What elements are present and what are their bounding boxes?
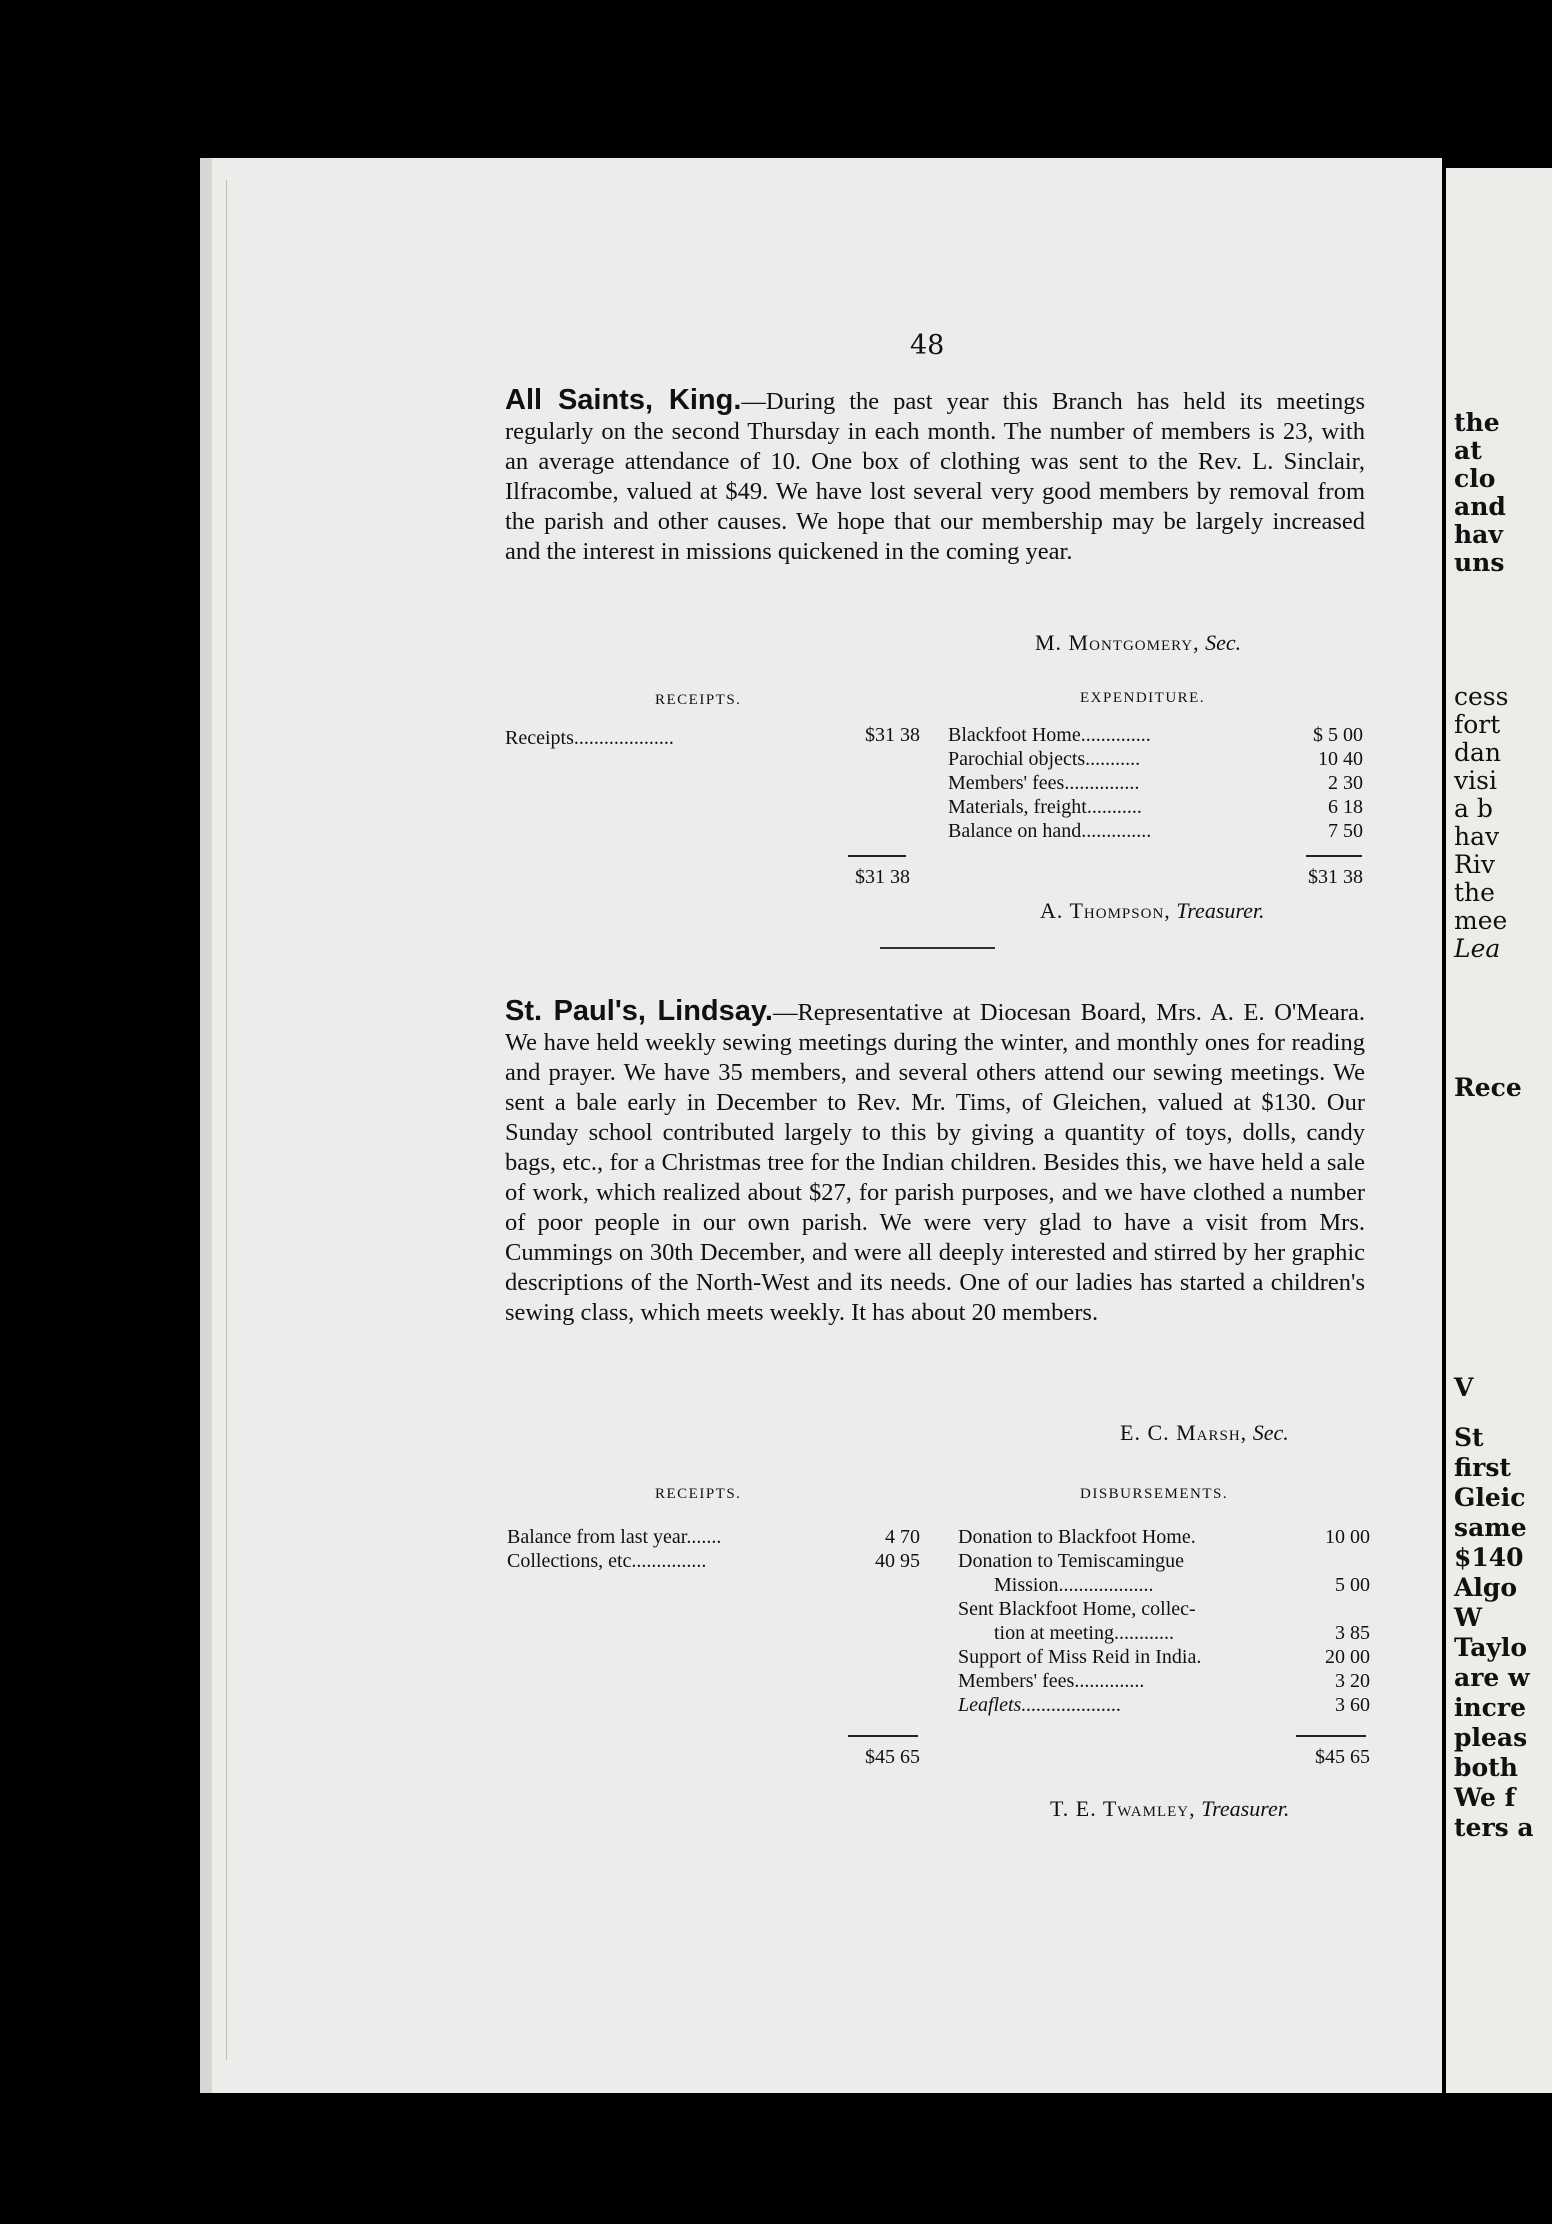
- treasurer-signature: [1050, 1796, 1289, 1822]
- treasurer-name: T. E. Twamley,: [1050, 1796, 1196, 1821]
- section-st-pauls-paragraph: [505, 996, 1365, 1328]
- ledger-row-amount: 10 40: [1318, 748, 1363, 770]
- section-heading: All Saints, King.: [505, 384, 742, 416]
- adjacent-page-text: cess: [1454, 682, 1509, 711]
- adjacent-page-text: dan: [1454, 738, 1502, 767]
- adjacent-page-text: We f: [1454, 1783, 1516, 1812]
- ledger-row-amount: 3 60: [1335, 1694, 1370, 1716]
- ledger-row-label: Members' fees...............: [948, 772, 1140, 794]
- section-heading: St. Paul's, Lindsay.: [505, 995, 773, 1027]
- adjacent-page-text: clo: [1454, 464, 1496, 493]
- adjacent-page-text: V: [1454, 1373, 1474, 1402]
- adjacent-page-fragment: [1446, 168, 1552, 2093]
- adjacent-page-text: Algo: [1454, 1573, 1518, 1602]
- ledger-row-label: Collections, etc...............: [507, 1550, 707, 1572]
- ledger-row-label: Members' fees..............: [958, 1670, 1145, 1692]
- page-number: 48: [910, 330, 945, 361]
- adjacent-page-text: both: [1454, 1753, 1518, 1782]
- treasurer-name: A. Thompson,: [1040, 898, 1171, 923]
- total-rule-left: [848, 1735, 918, 1737]
- adjacent-page-text: hav: [1454, 822, 1500, 851]
- adjacent-page-text: are w: [1454, 1663, 1530, 1692]
- secretary-signature: [1035, 630, 1241, 656]
- ledger-row-label: Mission...................: [994, 1574, 1154, 1596]
- ledger-row-label: Leaflets....................: [958, 1694, 1122, 1716]
- adjacent-page-text: Taylo: [1454, 1633, 1528, 1662]
- ledger-row-amount: 40 95: [875, 1550, 920, 1572]
- ledger-row-amount: 3 20: [1335, 1670, 1370, 1692]
- secretary-title: Sec.: [1205, 630, 1242, 655]
- secretary-name: E. C. Marsh,: [1120, 1420, 1248, 1445]
- receipts-header: RECEIPTS.: [655, 692, 742, 708]
- secretary-title: Sec.: [1252, 1420, 1289, 1445]
- ledger-row-amount: 7 50: [1328, 820, 1363, 842]
- receipt-amount: $31 38: [865, 724, 920, 746]
- ledger-row-label: Donation to Temiscamingue: [958, 1550, 1184, 1572]
- ledger-row-amount: 4 70: [885, 1526, 920, 1548]
- section-separator: [880, 947, 995, 949]
- ledger-row-label: tion at meeting............: [994, 1622, 1174, 1644]
- ledger-row-amount: 6 18: [1328, 796, 1363, 818]
- total-rule-right: [1306, 855, 1362, 857]
- ledger-row-label: Balance on hand..............: [948, 820, 1152, 842]
- treasurer-title: Treasurer.: [1176, 898, 1265, 923]
- adjacent-page-text: a b: [1454, 794, 1493, 823]
- ledger-row-amount: 5 00: [1335, 1574, 1370, 1596]
- adjacent-page-text: the: [1454, 878, 1495, 907]
- disbursements-header: DISBURSEMENTS.: [1080, 1486, 1229, 1502]
- receipts-header: RECEIPTS.: [655, 1486, 742, 1502]
- total-right: $45 65: [1315, 1746, 1370, 1768]
- adjacent-page-text: Lea: [1454, 934, 1501, 963]
- section-body: —During the past year this Branch has held its meetings regularly on the second Thursday in each month. The number of members is 23, with an average attendance of 10. One box of clothing was sent to the Rev. L. Sinclair, Ilfracombe, valued at $49. We have lost several very good members by removal from the parish and other causes. We hope that our membership may be largely increased and the interest in missions quickened in the coming year.: [505, 388, 1365, 565]
- ledger-row-amount: $ 5 00: [1313, 724, 1363, 746]
- page-gutter-line: [226, 180, 227, 2060]
- secretary-name: M. Montgomery,: [1035, 630, 1200, 655]
- ledger-row-amount: 2 30: [1328, 772, 1363, 794]
- adjacent-page-text: St: [1454, 1423, 1484, 1452]
- ledger-row-label: Parochial objects...........: [948, 748, 1141, 770]
- adjacent-page-text: fort: [1454, 710, 1501, 739]
- section-body: —Representative at Diocesan Board, Mrs. A. E. O'Meara. We have held weekly sewing meetings during the winter, and monthly ones for reading and prayer. We have 35 members, and several others attend our sewing meetings. We sent a bale early in December to Rev. Mr. Tims, of Gleichen, valued at $130. Our Sunday school contributed largely to this by giving a quantity of toys, dolls, candy bags, etc., for a Christmas tree for the Indian children. Besides this, we have held a sale of work, which realized about $27, for parish purposes, and we have clothed a number of poor people in our own parish. We were very glad to have a visit from Mrs. Cummings on 30th December, and were all deeply interested and stirred by her graphic descriptions of the North-West and its needs. One of our ladies has started a children's sewing class, which meets weekly. It has about 20 members.: [505, 999, 1365, 1326]
- adjacent-page-text: same: [1454, 1513, 1527, 1542]
- adjacent-page-text: visi: [1454, 766, 1497, 795]
- adjacent-page-text: uns: [1454, 548, 1505, 577]
- ledger-row-label: Balance from last year.......: [507, 1526, 722, 1548]
- adjacent-page-text: hav: [1454, 520, 1503, 549]
- adjacent-page-text: the: [1454, 408, 1500, 437]
- adjacent-page-text: Riv: [1454, 850, 1495, 879]
- adjacent-page-text: ters a: [1454, 1813, 1534, 1842]
- adjacent-page-text: incre: [1454, 1693, 1526, 1722]
- secretary-signature: [1120, 1420, 1289, 1446]
- ledger-row-label: Blackfoot Home..............: [948, 724, 1151, 746]
- treasurer-title: Treasurer.: [1201, 1796, 1290, 1821]
- ledger-row-label: Donation to Blackfoot Home.: [958, 1526, 1196, 1548]
- treasurer-signature: [1040, 898, 1265, 924]
- total-left: $45 65: [865, 1746, 920, 1768]
- receipt-label: Receipts....................: [505, 727, 674, 749]
- total-left: $31 38: [855, 866, 910, 888]
- ledger-row-label: Sent Blackfoot Home, collec-: [958, 1598, 1196, 1620]
- adjacent-page-text: at: [1454, 436, 1482, 465]
- ledger-row-label: Materials, freight...........: [948, 796, 1142, 818]
- adjacent-page-text: first: [1454, 1453, 1511, 1482]
- adjacent-page-text: Rece: [1454, 1073, 1522, 1102]
- ledger-row-amount: 20 00: [1325, 1646, 1370, 1668]
- total-rule-right: [1296, 1735, 1366, 1737]
- ledger-row-label: Support of Miss Reid in India.: [958, 1646, 1202, 1668]
- adjacent-page-text: $140: [1454, 1543, 1524, 1572]
- expenditure-header: EXPENDITURE.: [1080, 690, 1206, 706]
- adjacent-page-text: and: [1454, 492, 1506, 521]
- adjacent-page-text: mee: [1454, 906, 1508, 935]
- adjacent-page-text: pleas: [1454, 1723, 1528, 1752]
- adjacent-page-text: W: [1454, 1603, 1483, 1632]
- adjacent-page-text: Gleic: [1454, 1483, 1526, 1512]
- total-rule-left: [848, 855, 906, 857]
- total-right: $31 38: [1308, 866, 1363, 888]
- ledger-row-amount: 10 00: [1325, 1526, 1370, 1548]
- ledger-row-amount: 3 85: [1335, 1622, 1370, 1644]
- section-all-saints-paragraph: [505, 385, 1365, 567]
